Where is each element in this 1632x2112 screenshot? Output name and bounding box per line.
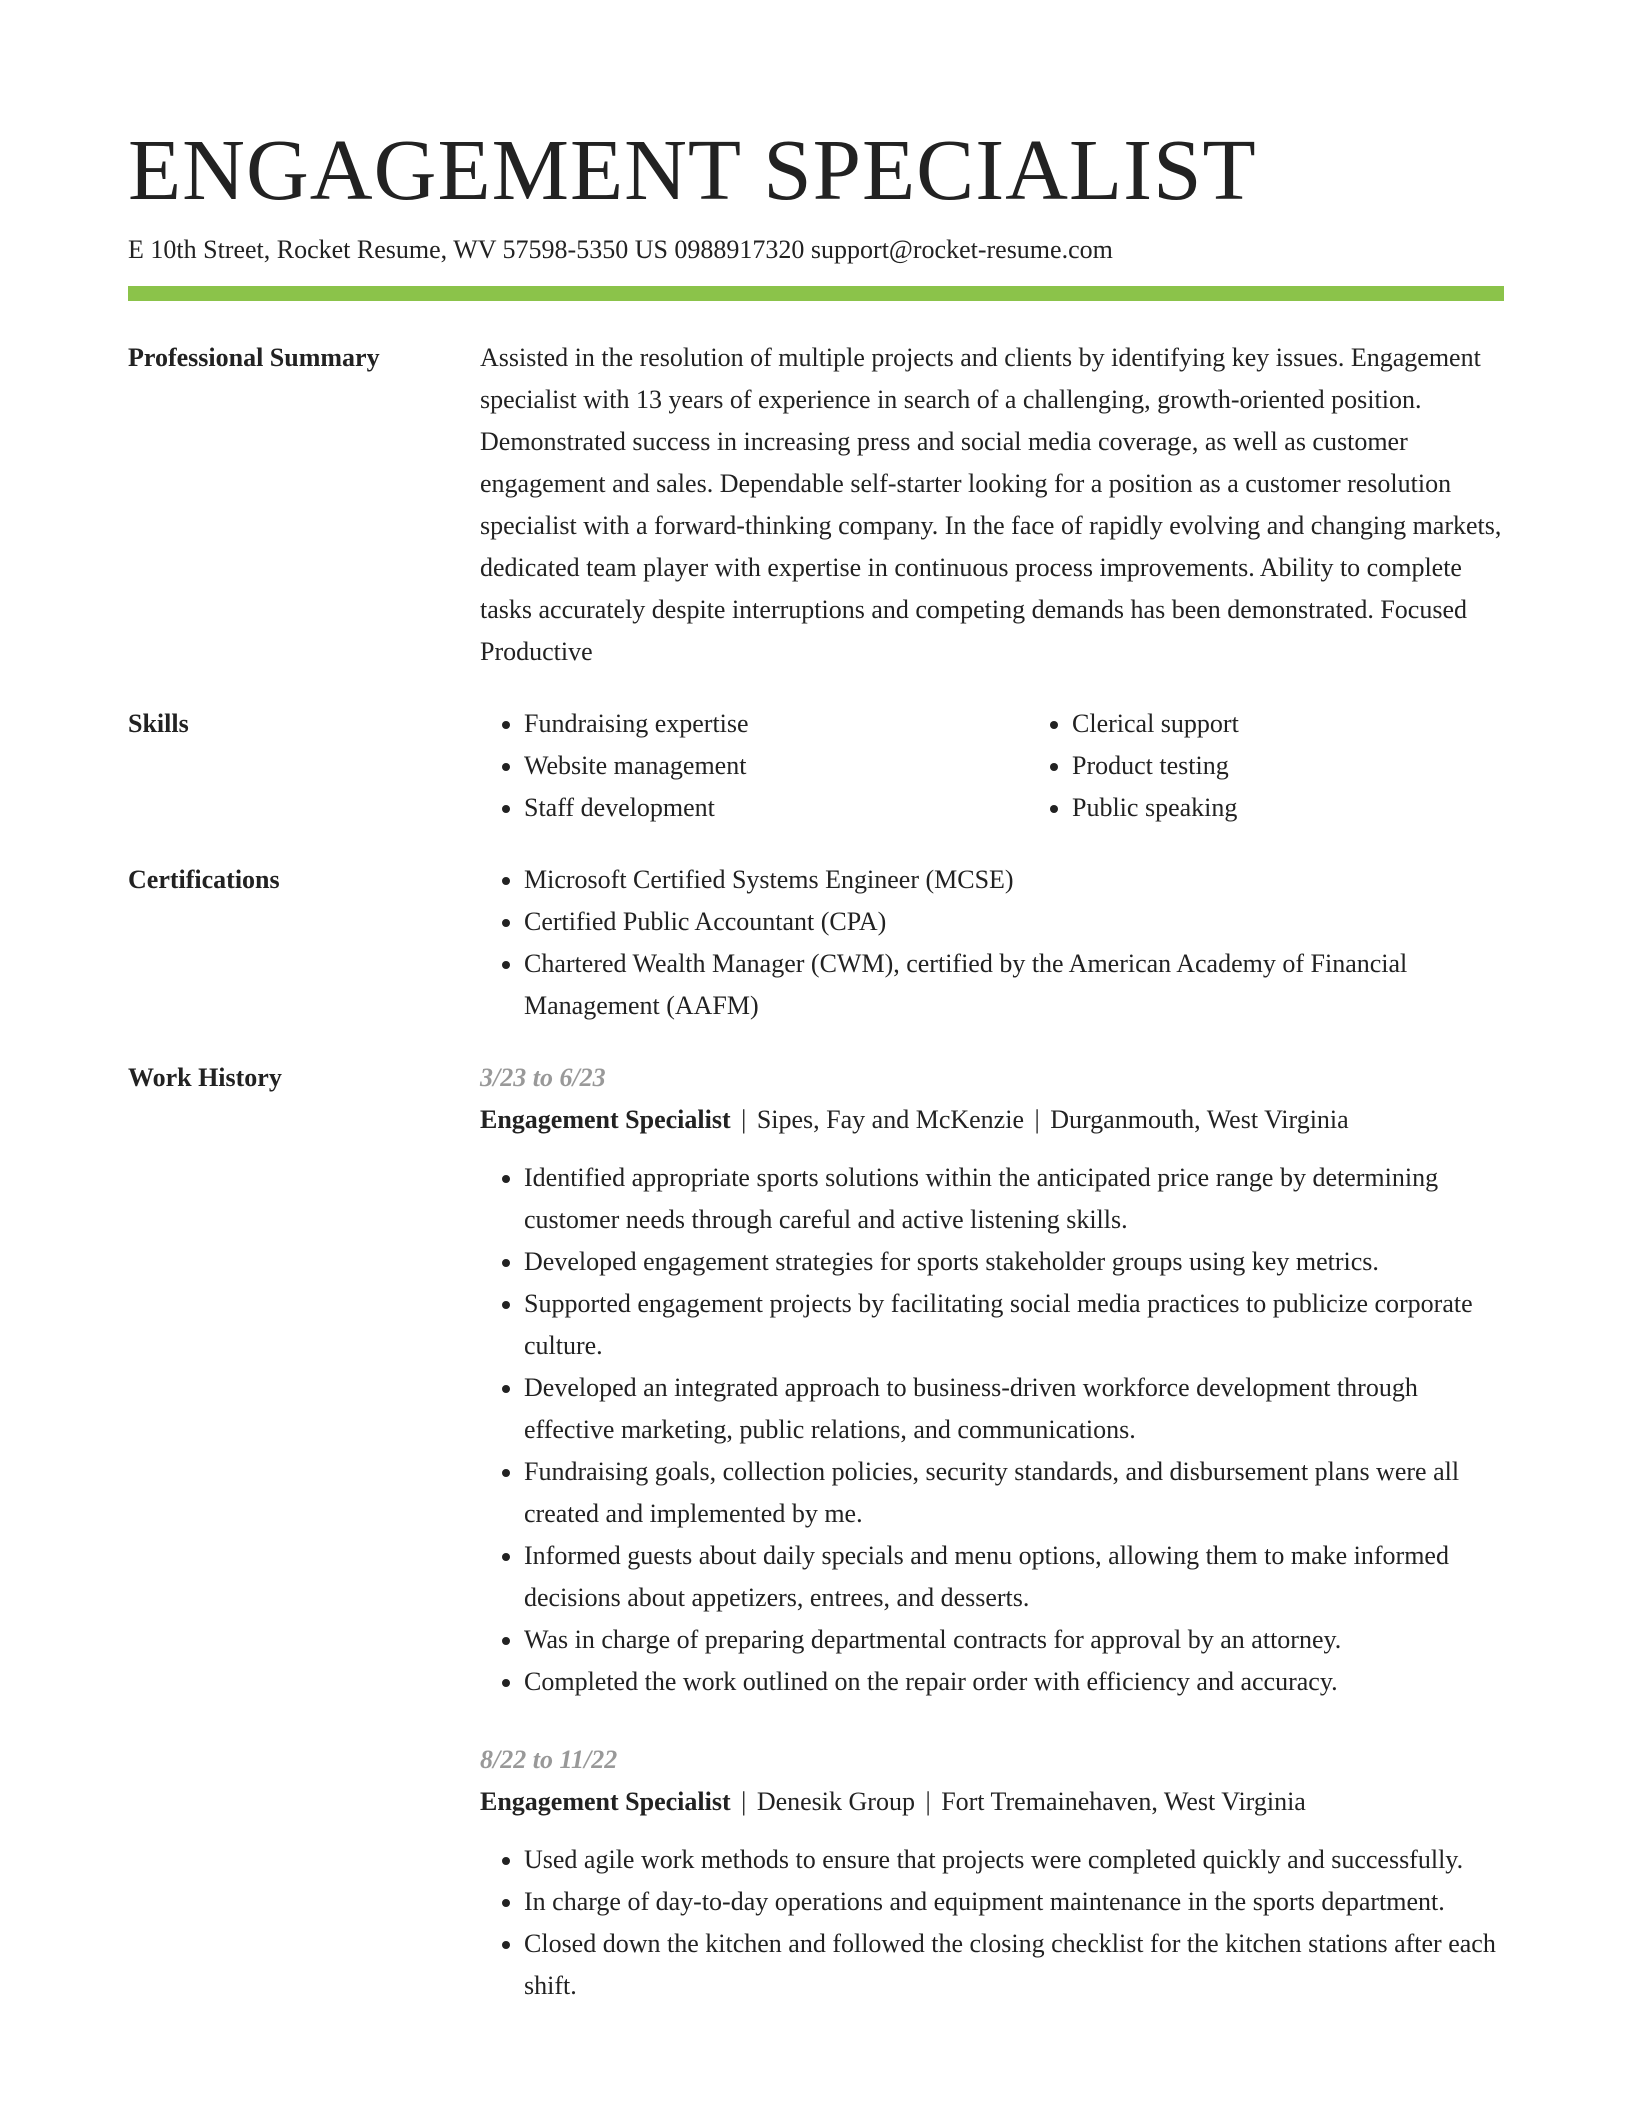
certification-item: • Microsoft Certified Systems Engineer (MCSE) — [524, 859, 1504, 901]
skill-item: • Website management — [524, 745, 1028, 787]
job-bullet: • Developed engagement strategies for sports stakeholder groups using key metrics. — [524, 1241, 1504, 1283]
job-dates: 8/22 to 11/22 — [480, 1745, 618, 1774]
job-dates: 3/23 to 6/23 — [480, 1063, 606, 1092]
job-company: Denesik Group — [756, 1787, 915, 1816]
job-bullet: • Informed guests about daily specials and menu options, allowing them to make informed decisions about appetizers, entrees, and desserts. — [524, 1535, 1504, 1619]
job-bullet: • Was in charge of preparing departmental contracts for approval by an attorney. — [524, 1619, 1504, 1661]
job-location: Durganmouth, West Virginia — [1050, 1105, 1349, 1134]
job-company: Sipes, Fay and McKenzie — [756, 1105, 1024, 1134]
job-heading: Engagement Specialist | Sipes, Fay and McKenzie | Durganmouth, West Virginia — [480, 1105, 1349, 1134]
section-label-work-history: Work History — [128, 1063, 282, 1092]
certifications-list — [480, 859, 1504, 1027]
job-entry — [480, 1057, 1504, 1703]
job-bullet: • Fundraising goals, collection policies, security standards, and disbursement plans were all created and implemented by me. — [524, 1451, 1504, 1535]
work-history-section — [128, 1057, 1504, 2007]
resume-page — [128, 120, 1504, 2007]
job-bullets — [480, 1157, 1504, 1703]
job-bullet: • Developed an integrated approach to business-driven workforce development through effective marketing, public relations, and communications. — [524, 1367, 1504, 1451]
section-label-skills: Skills — [128, 709, 189, 738]
job-title: Engagement Specialist — [480, 1787, 731, 1816]
skill-item: • Staff development — [524, 787, 1028, 829]
certification-item: • Chartered Wealth Manager (CWM), certified by the American Academy of Financial Management (AAFM) — [524, 943, 1504, 1027]
certification-item: • Certified Public Accountant (CPA) — [524, 901, 1504, 943]
skill-item: • Clerical support — [1072, 703, 1576, 745]
skill-item: • Fundraising expertise — [524, 703, 1028, 745]
skill-item: • Public speaking — [1072, 787, 1576, 829]
summary-text: Assisted in the resolution of multiple projects and clients by identifying key issues. Engagement specialist with 13 years of experience in search of a challenging, growth-oriented position. Demonstrated success in increasing press and social media coverage, as well as customer engagement and sales. Dependable self-starter looking for a position as a customer resolution specialist with a forward-thinking company. In the face of rapidly evolving and changing markets, dedicated team player with expertise in continuous process improvements. Ability to complete tasks accurately despite interruptions and competing demands has been demonstrated. Focused Productive — [480, 343, 1502, 666]
certifications-section — [128, 859, 1504, 1027]
job-bullet: • Identified appropriate sports solutions within the anticipated price range by determining customer needs through careful and active listening skills. — [524, 1157, 1504, 1241]
job-bullets — [480, 1839, 1504, 2007]
skills-list-left — [480, 703, 1028, 829]
job-title: Engagement Specialist — [480, 1105, 731, 1134]
job-bullet: • In charge of day-to-day operations and equipment maintenance in the sports department. — [524, 1881, 1504, 1923]
skills-section — [128, 703, 1504, 829]
skills-list-right — [1028, 703, 1576, 829]
skill-item: • Product testing — [1072, 745, 1576, 787]
contact-line: E 10th Street, Rocket Resume, WV 57598-5350 US 0988917320 support@rocket-resume.com — [128, 235, 1113, 264]
header-divider — [128, 286, 1504, 301]
section-label-summary: Professional Summary — [128, 343, 380, 372]
summary-section — [128, 337, 1504, 673]
job-heading: Engagement Specialist | Denesik Group | Fort Tremainehaven, West Virginia — [480, 1787, 1306, 1816]
candidate-name: ENGAGEMENT SPECIALIST — [128, 121, 1257, 218]
section-label-certifications: Certifications — [128, 865, 280, 894]
job-bullet: • Closed down the kitchen and followed the closing checklist for the kitchen stations after each shift. — [524, 1923, 1504, 2007]
job-bullet: • Supported engagement projects by facilitating social media practices to publicize corporate culture. — [524, 1283, 1504, 1367]
job-bullet: • Used agile work methods to ensure that projects were completed quickly and successfully. — [524, 1839, 1504, 1881]
job-entry — [480, 1739, 1504, 2007]
job-bullet: • Completed the work outlined on the repair order with efficiency and accuracy. — [524, 1661, 1504, 1703]
job-location: Fort Tremainehaven, West Virginia — [941, 1787, 1306, 1816]
